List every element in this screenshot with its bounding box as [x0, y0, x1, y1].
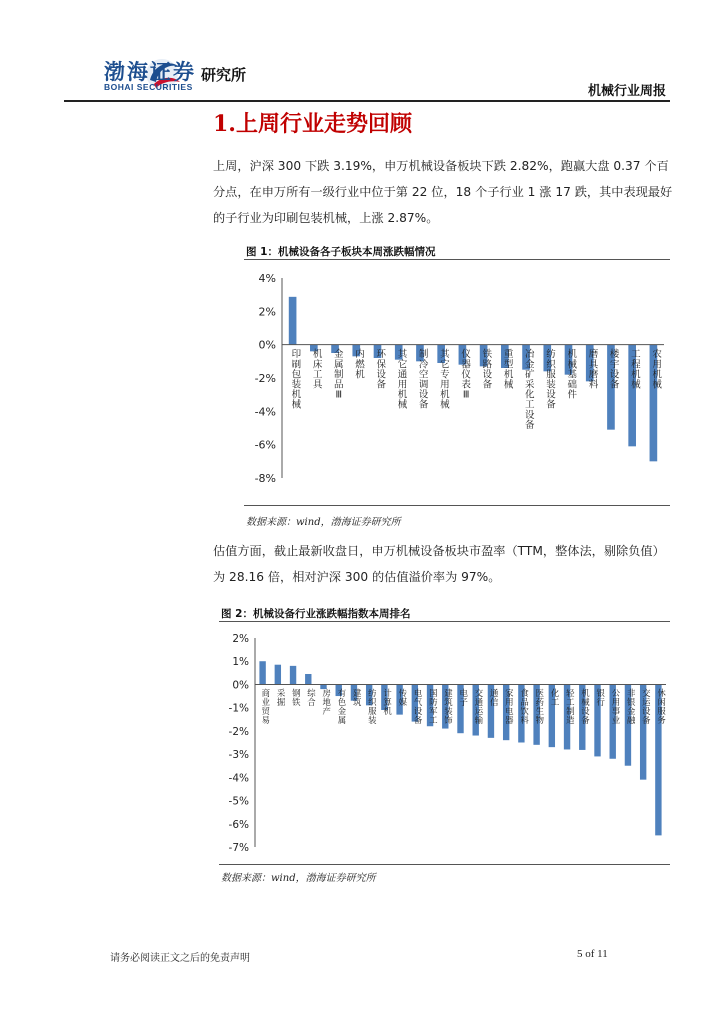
category-label: 传媒	[398, 687, 407, 707]
figure-1-title: 图 1：机械设备各子板块本周涨跌幅情况	[246, 246, 436, 258]
category-label: 轻工制造	[566, 687, 575, 725]
institute-label: 研究所	[201, 66, 247, 84]
category-label: 商业贸易	[261, 687, 270, 725]
y-tick-label: 2%	[232, 633, 249, 645]
bar	[290, 666, 296, 685]
y-tick-label: -4%	[228, 772, 249, 785]
category-label: 机械设备	[581, 687, 590, 725]
category-label: 仪器仪表 Ⅲ	[461, 349, 471, 401]
bar	[289, 297, 297, 345]
category-label: 农用机械	[652, 349, 662, 391]
category-label: 建筑	[352, 687, 362, 707]
category-label: 非银金融	[626, 687, 636, 725]
section-title: 1.上周行业走势回顾	[213, 111, 412, 137]
category-label: 电子	[459, 687, 468, 707]
figure-1-source: 数据来源：wind，渤海证券研究所	[246, 517, 401, 528]
y-tick-label: -6%	[228, 818, 249, 831]
y-tick-label: 2%	[258, 305, 276, 319]
figure-2-chart	[219, 624, 670, 862]
category-label: 综合	[307, 687, 316, 707]
footer-disclaimer: 请务必阅读正文之后的免责声明	[110, 953, 250, 964]
category-label: 其它通用机械	[397, 349, 408, 411]
y-tick-label: 4%	[258, 272, 276, 285]
category-label: 有色金属	[337, 687, 347, 725]
figure-2-source: 数据来源：wind，渤海证券研究所	[221, 873, 376, 884]
y-tick-label: -8%	[254, 472, 276, 485]
figure-1-top-rule	[244, 259, 670, 260]
y-tick-label: -1%	[228, 702, 249, 715]
category-label: 电气设备	[413, 687, 423, 725]
figure-1-chart	[244, 262, 670, 502]
report-type: 机械行业周报	[587, 84, 666, 99]
category-label: 重型机械	[503, 349, 514, 391]
y-tick-label: -6%	[254, 438, 276, 452]
market-review-paragraph: 上周，沪深 300 下跌 3.19%，申万机械设备板块下跌 2.82%，跑赢大盘 0.37 个百分点，在申万所有一级行业中位于第 22 位，18 个子行业 1 涨 17 跌，其中表现最好的子行业为印刷包装机械，上涨 2.87%。	[213, 159, 673, 225]
valuation-paragraph: 估值方面，截止最新收盘日，申万机械设备板块市盈率（TTM，整体法，剔除负值）为 28.16 倍，相对沪深 300 的估值溢价率为 97%。	[213, 544, 665, 584]
bar	[305, 674, 311, 684]
y-tick-label: -4%	[254, 405, 276, 419]
category-label: 交运设备	[642, 687, 651, 725]
category-label: 计算机	[383, 687, 392, 716]
category-label: 机械基础件	[567, 349, 578, 401]
y-tick-label: -5%	[228, 795, 249, 808]
y-tick-label: -2%	[254, 372, 276, 385]
category-label: 冶金矿采化工设备	[525, 349, 535, 431]
category-label: 铁路设备	[482, 349, 493, 391]
category-label: 其它专用机械	[440, 349, 450, 411]
category-label: 楼宇设备	[609, 349, 620, 391]
page-number: 5 of 11	[577, 948, 608, 960]
bar	[259, 661, 265, 684]
y-tick-label: 0%	[258, 338, 276, 352]
category-label: 内燃机	[355, 349, 365, 381]
y-tick-label: -3%	[228, 749, 249, 762]
category-label: 钢铁	[292, 687, 301, 707]
category-label: 金属制品 Ⅲ	[334, 349, 344, 401]
category-label: 环保设备	[376, 349, 387, 391]
category-label: 机床工具	[312, 349, 323, 391]
category-label: 纺织服装	[368, 687, 377, 725]
category-label: 国防军工	[429, 687, 438, 725]
category-label: 化工	[550, 687, 560, 707]
header-divider	[64, 100, 670, 102]
figure-2-bottom-rule	[219, 864, 670, 865]
category-label: 食品饮料	[520, 687, 529, 725]
category-label: 纺织服装设备	[546, 349, 556, 411]
category-label: 银行	[596, 687, 605, 707]
category-label: 工程机械	[631, 349, 641, 391]
figure-1-bottom-rule	[244, 505, 670, 506]
logo-chinese-name: 渤海证券	[104, 59, 196, 84]
category-label: 建筑装饰	[444, 687, 453, 725]
figure-2-title: 图 2：机械设备行业涨跌幅指数本周排名	[221, 608, 411, 620]
y-tick-label: 0%	[232, 679, 249, 692]
y-tick-label: 1%	[232, 656, 249, 669]
category-label: 房地产	[322, 687, 331, 716]
logo-english-name: BOHAI SECURITIES	[104, 82, 193, 92]
y-tick-label: -7%	[228, 842, 249, 854]
category-label: 印刷包装机械	[291, 349, 302, 411]
category-label: 采掘	[276, 687, 286, 707]
category-label: 公用事业	[611, 687, 621, 725]
category-label: 通信	[489, 687, 499, 707]
category-label: 磨具磨料	[588, 349, 599, 391]
category-label: 制冷空调设备	[418, 349, 429, 411]
category-label: 交通运输	[474, 687, 484, 725]
category-label: 医药生物	[535, 687, 544, 725]
category-label: 家用电器	[505, 687, 514, 725]
category-label: 休闲服务	[657, 687, 666, 725]
y-tick-label: -2%	[228, 725, 249, 738]
bar	[275, 665, 281, 685]
figure-2-top-rule	[219, 621, 670, 622]
